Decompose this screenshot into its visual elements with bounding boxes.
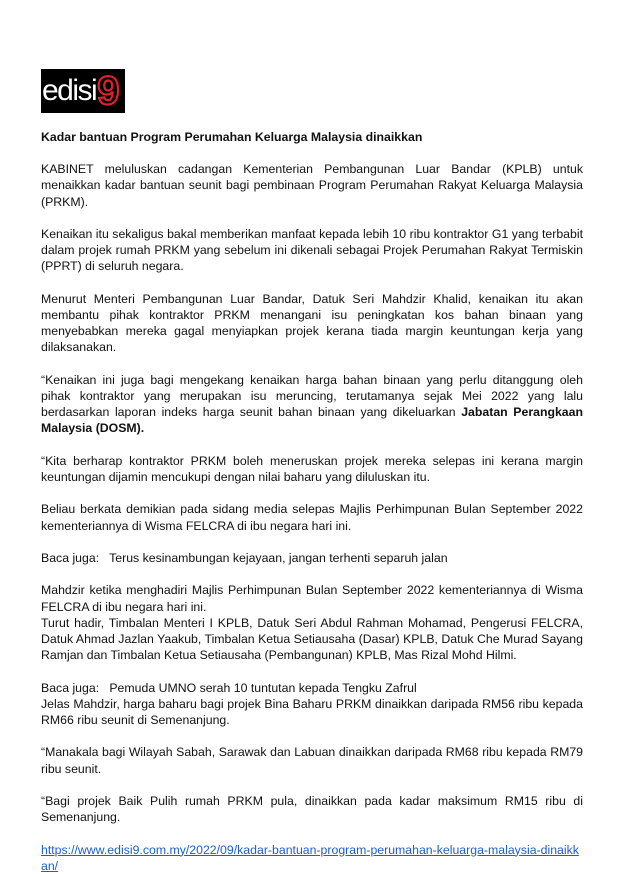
read-also-1: Baca juga: Terus kesinambungan kejayaan, jangan terhenti separuh jalan: [41, 550, 448, 565]
read-also-2: Baca juga: Pemuda UMNO serah 10 tuntutan kepada Tengku Zafrul: [41, 680, 417, 695]
edisi9-logo: [41, 69, 125, 113]
article-title: Kadar bantuan Program Perumahan Keluarga Malaysia dinaikkan: [41, 130, 423, 144]
paragraph-9: Jelas Mahdzir, harga baharu bagi projek Bina Baharu PRKM dinaikkan daripada RM56 ribu kepada RM66 ribu seunit di Semenanjung.: [41, 696, 583, 727]
paragraph-1: KABINET meluluskan cadangan Kementerian Pembangunan Luar Bandar (KPLB) untuk menaikkan kadar bantuan seunit bagi pembinaan Program Perumahan Rakyat Keluarga Malaysia (PRKM).: [41, 162, 583, 209]
paragraph-8a: Mahdzir ketika menghadiri Majlis Perhimpunan Bulan September 2022 kementeriannya di Wisma FELCRA di ibu negara hari ini.: [41, 583, 583, 614]
paragraph-5: “Kita berharap kontraktor PRKM boleh meneruskan projek mereka selepas ini kerana margin keuntungan dijamin mencukupi dengan nilai baharu yang diluluskan itu.: [41, 453, 583, 484]
dosm-bold: Jabatan Perangkaan Malaysia (DOSM).: [41, 405, 584, 436]
paragraph-11: “Bagi projek Baik Pulih rumah PRKM pula, dinaikkan pada kadar maksimum RM15 ribu di Semenanjung.: [41, 793, 583, 825]
paragraph-6: Beliau berkata demikian pada sidang media selepas Majlis Perhimpunan Bulan September 2022 kementeriannya di Wisma FELCRA di ibu negara hari ini.: [41, 502, 583, 533]
logo-text: edisi: [42, 74, 97, 107]
document-page: [41, 69, 583, 874]
source-link[interactable]: https://www.edisi9.com.my/2022/09/kadar-bantuan-program-perumahan-keluarga-malaysia-dinaikkan/: [41, 842, 579, 873]
logo-digit: 9: [97, 69, 120, 113]
paragraph-4: [41, 372, 583, 437]
paragraph-8b: Turut hadir, Timbalan Menteri I KPLB, Datuk Seri Abdul Rahman Mohamad, Pengerusi FELCRA, Datuk Ahmad Jazlan Yaakub, Timbalan Ketua Setiausaha (Dasar) KPLB, Datuk Che Murad Sayang Ramjan dan Timbalan Ketua Setiausaha (Pembangunan) KPLB, Mas Rizal Mohd Hilmi.: [41, 615, 583, 663]
paragraph-3: Menurut Menteri Pembangunan Luar Bandar, Datuk Seri Mahdzir Khalid, kenaikan itu akan membantu pihak kontraktor PRKM menangani isu peningkatan kos bahan binaan yang menyebabkan mereka gagal menyiapkan projek kerana tiada margin keuntungan kerja yang dilaksanakan.: [41, 291, 583, 355]
paragraph-10: “Manakala bagi Wilayah Sabah, Sarawak dan Labuan dinaikkan daripada RM68 ribu kepada RM79 ribu seunit.: [41, 745, 583, 776]
paragraph-2: Kenaikan itu sekaligus bakal memberikan manfaat kepada lebih 10 ribu kontraktor G1 yang terbabit dalam projek rumah PRKM yang sebelum ini dikenali sebagai Projek Perumahan Rakyat Termiskin (PPRT) di seluruh negara.: [41, 227, 583, 274]
paragraph-4-text: “Kenaikan ini juga bagi mengekang kenaikan harga bahan binaan yang perlu ditanggung oleh pihak kontraktor yang merupakan isu meruncing, terutamanya sejak Mei 2022 yang lalu berdasarkan laporan indeks harga seunit bahan binaan yang dikeluarkan: [41, 372, 583, 420]
